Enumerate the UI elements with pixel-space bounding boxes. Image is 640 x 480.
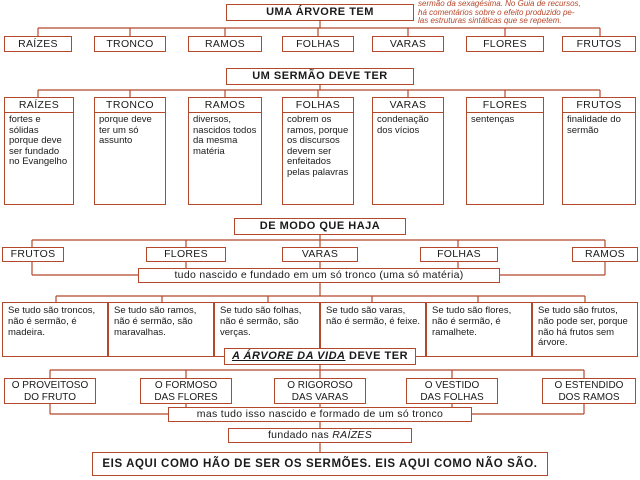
item-line: O ESTENDIDO — [554, 380, 624, 391]
item-line: DOS RAMOS — [558, 391, 620, 403]
section4-title-emphasis: A ÁRVORE DA VIDA — [231, 350, 346, 362]
column-head: FRUTOS — [563, 98, 635, 113]
column-head: VARAS — [373, 98, 443, 113]
section2-title: UM SERMÃO DEVE TER — [226, 68, 414, 85]
sermon-column-twigs — [372, 97, 444, 205]
life-tree-leaves — [406, 378, 498, 404]
section3-title: DE MODO QUE HAJA — [234, 218, 406, 235]
column-body: cobrem os ramos, porque os discursos devem ser enfeitados pelas palavras — [287, 114, 349, 178]
tree-part-twigs: VARAS — [372, 36, 444, 52]
one-trunk-summary: tudo nascido e fundado em um só tronco (uma só matéria) — [138, 268, 500, 283]
sermon-column-trunk — [94, 97, 166, 205]
sermon-column-fruits — [562, 97, 636, 205]
column-body: fortes e sólidas porque deve ser fundado no Evangelho — [9, 114, 68, 168]
column-head: RAMOS — [189, 98, 261, 113]
item-line: DAS FLORES — [154, 391, 218, 403]
column-head: TRONCO — [95, 98, 165, 113]
item-line: O VESTIDO — [424, 380, 480, 391]
item-line: O FORMOSO — [154, 380, 218, 391]
corner-note-line: há comentários sobre o efeito produzido pe- — [418, 7, 575, 17]
column-body: sentenças — [471, 114, 515, 125]
section4-title-rest: DEVE TER — [349, 350, 409, 362]
column-head: FLORES — [467, 98, 543, 113]
tree-part-trunk: TRONCO — [94, 36, 166, 52]
column-head: RAÍZES — [5, 98, 73, 113]
corner-note — [418, 0, 640, 26]
column-head: FOLHAS — [283, 98, 353, 113]
item-line: O RIGOROSO — [287, 380, 353, 391]
result-twigs: VARAS — [282, 247, 358, 262]
section1-title: UMA ÁRVORE TEM — [226, 4, 414, 21]
item-line: DAS VARAS — [291, 391, 349, 403]
section4-title — [224, 348, 416, 365]
life-tree-fruit — [4, 378, 96, 404]
founded-roots-emphasis: RAÍZES — [332, 429, 373, 441]
column-body: porque deve ter um só assunto — [99, 114, 152, 147]
condition-cell-branches: Se tudo são ramos, não é sermão, são maravalhas. — [108, 302, 214, 357]
tree-part-branches: RAMOS — [188, 36, 262, 52]
corner-note-line: sermão da sexagésima. No Guia de recursos, — [418, 0, 581, 8]
founded-on-roots — [228, 428, 412, 443]
condition-cell-flowers: Se tudo são flores, não é sermão, é ramalhete. — [426, 302, 532, 357]
tree-part-leaves: FOLHAS — [282, 36, 354, 52]
column-body: diversos, nascidos todos da mesma matéria — [193, 114, 257, 157]
result-branches: RAMOS — [572, 247, 638, 262]
sermon-column-leaves — [282, 97, 354, 205]
sermon-column-branches — [188, 97, 262, 205]
item-line: O PROVEITOSO — [11, 380, 89, 391]
life-tree-twigs — [274, 378, 366, 404]
result-flowers: FLORES — [146, 247, 226, 262]
result-fruits: FRUTOS — [2, 247, 64, 262]
sermon-column-flowers — [466, 97, 544, 205]
condition-cell-fruits: Se tudo são frutos, não pode ser, porque não há frutos sem árvore. — [532, 302, 638, 357]
one-trunk-formed-summary: mas tudo isso nascido e formado de um só tronco — [168, 407, 472, 422]
condition-cell-leaves: Se tudo são folhas, não é sermão, são verças. — [214, 302, 320, 357]
item-line: DO FRUTO — [23, 391, 77, 403]
tree-part-flowers: FLORES — [466, 36, 544, 52]
tree-part-fruits: FRUTOS — [562, 36, 636, 52]
sermon-column-roots — [4, 97, 74, 205]
column-body: condenação dos vícios — [377, 114, 429, 136]
tree-part-roots: RAÍZES — [4, 36, 72, 52]
column-body: finalidade do sermão — [567, 114, 621, 136]
result-leaves: FOLHAS — [420, 247, 498, 262]
life-tree-branches — [542, 378, 636, 404]
corner-note-line: las estruturas sintáticas que se repetem. — [418, 16, 562, 25]
condition-cell-trunks: Se tudo são troncos, não é sermão, é madeira. — [2, 302, 108, 357]
founded-prefix: fundado nas — [267, 429, 333, 441]
life-tree-flowers — [140, 378, 232, 404]
condition-cell-twigs: Se tudo são varas, não é sermão, é feixe. — [320, 302, 426, 357]
item-line: DAS FOLHAS — [420, 391, 484, 403]
final-statement: EIS AQUI COMO HÃO DE SER OS SERMÕES. EIS AQUI COMO NÃO SÃO. — [92, 452, 548, 476]
